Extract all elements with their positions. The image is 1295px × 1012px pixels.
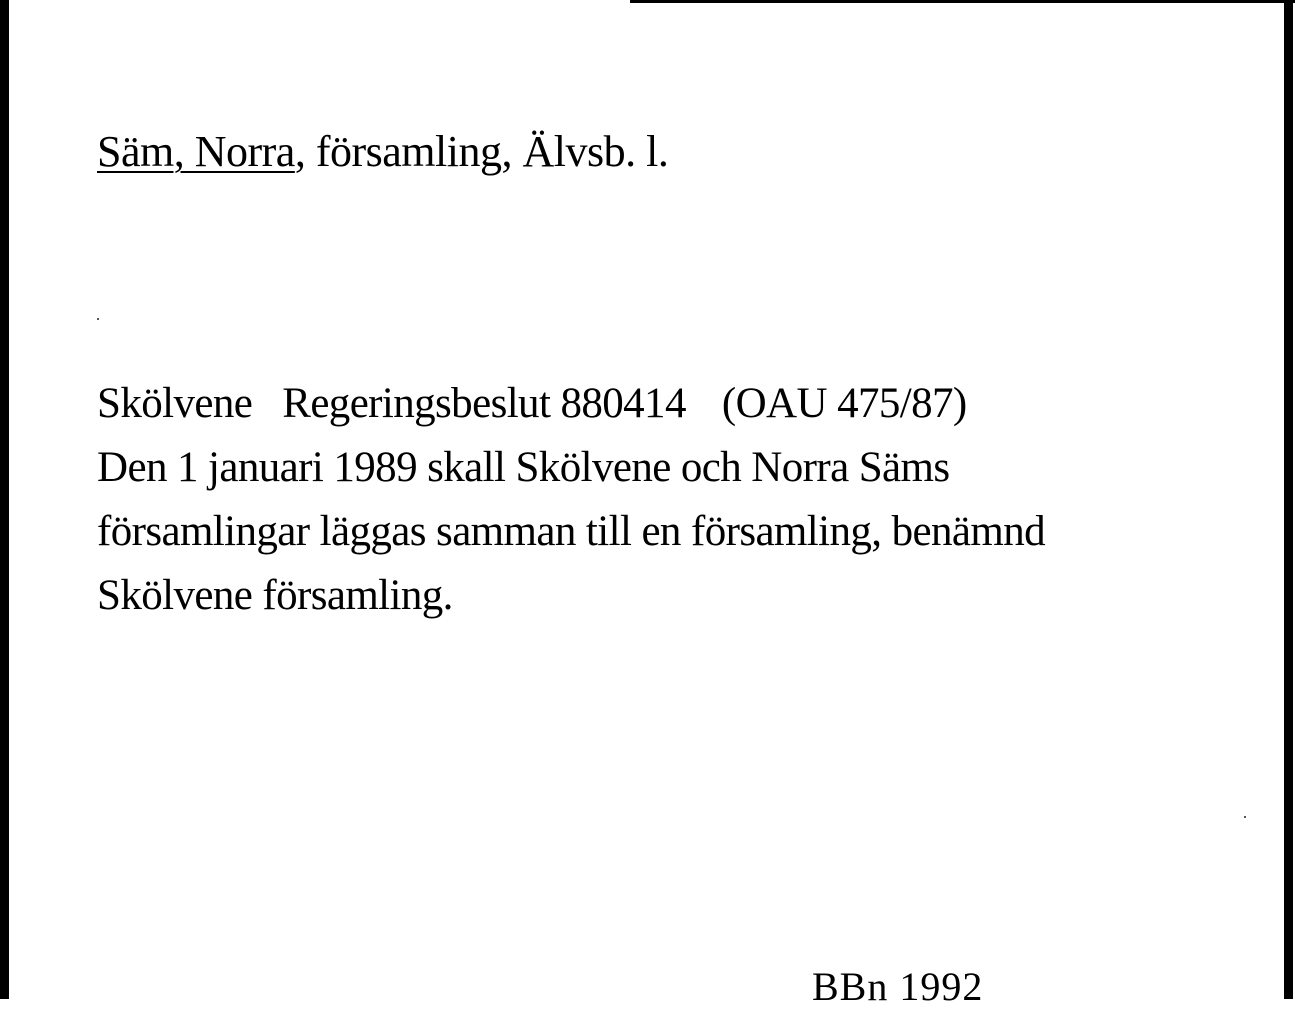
card-top-edge: [630, 0, 1295, 3]
body-line-2: Den 1 januari 1989 skall Skölvene och Norra Säms: [97, 444, 950, 491]
scan-speck: [1244, 816, 1246, 818]
card-left-edge: [0, 0, 9, 999]
card-right-edge: [1284, 0, 1293, 999]
body-line-4: Skölvene församling.: [97, 572, 453, 619]
decision-reference: (OAU 475/87): [721, 380, 967, 427]
card-signature: BBn 1992: [812, 964, 984, 1009]
card-heading: [97, 124, 668, 180]
parish-label: Skölvene: [97, 380, 253, 427]
decision-line: [97, 372, 1045, 436]
body-line-3: församlingar läggas samman till en församling, benämnd: [97, 508, 1045, 555]
decision-text: Regeringsbeslut 880414: [282, 380, 686, 427]
scan-speck: [97, 318, 99, 320]
card-body: [97, 372, 1045, 628]
parish-heading-rest: , församling, Älvsb. l.: [294, 127, 669, 176]
parish-name: Säm, Norra: [97, 127, 295, 176]
